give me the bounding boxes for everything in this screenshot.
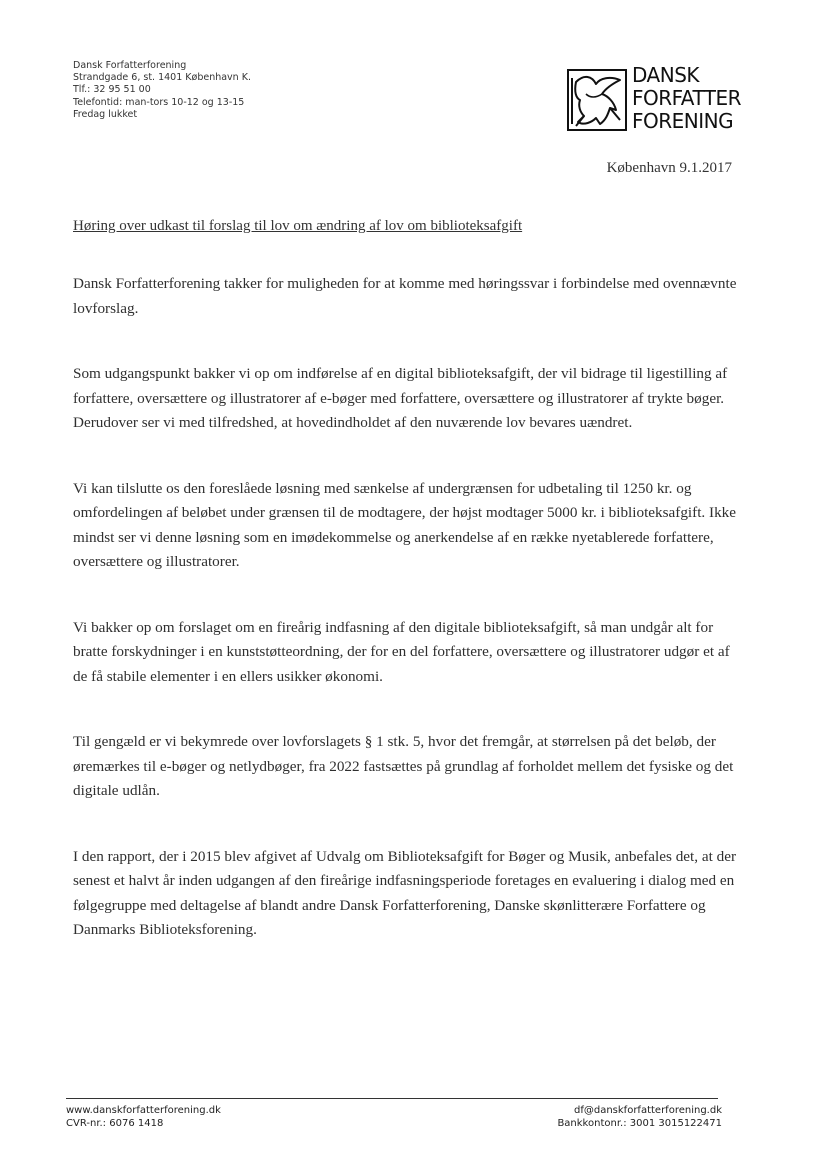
letter-subject: Høring over udkast til forslag til lov om ændring af lov om biblioteksafgift [73, 218, 523, 234]
body-paragraph-5: Til gengæld er vi bekymrede over lovforslagets § 1 stk. 5, hvor det fremgår, at størrelsen på det beløb, der øremærkes til e-bøger og netlydbøger, fra 2022 fastsættes på grundlag af forholdet mellem det fysiske og det digitale udlån. [73, 733, 734, 799]
footer-bank-account: Bankkontonr.: 3001 3015122471 [557, 1118, 722, 1129]
sender-address: Strandgade 6, st. 1401 København K. [73, 72, 251, 84]
footer-divider [66, 1098, 718, 1099]
body-paragraph-2: Som udgangspunkt bakker vi op om indførelse af en digital biblioteksafgift, der vil bidrage til ligestilling af forfattere, oversættere og illustratorer af e-bøger med forfattere, oversættere og illustratorer af trykte bøger. Derudover ser vi med tilfredshed, at hovedindholdet af den nuværende lov bevares uændret. [73, 365, 728, 431]
sender-address-block [73, 60, 251, 121]
body-paragraph-3: Vi kan tilslutte os den foreslåede løsning med sænkelse af undergrænsen for udbetaling til 1250 kr. og omfordelingen af beløbet under grænsen til de modtagere, der højst modtager 5000 kr. i biblioteksafgift. Ikke mindst ser vi denne løsning som en imødekommelse og anerkendelse af en række nyetablerede forfattere, oversættere og illustratorer. [73, 479, 737, 570]
body-paragraph-6: I den rapport, der i 2015 blev afgivet af Udvalg om Biblioteksafgift for Bøger og Musik, anbefales det, at der senest et halvt år inden udgangen af den fireårige indfasningsperiode foretages en evaluering i dialog med en følgegruppe med deltagelse af blandt andre Dansk Forfatterforening, Danske skønlitterære Forfattere og Danmarks Biblioteksforening. [73, 847, 736, 938]
letter-date: København 9.1.2017 [606, 160, 732, 176]
organization-logo [566, 64, 756, 136]
body-paragraph-4: Vi bakker op om forslaget om en fireårig indfasning af den digitale biblioteksafgift, så man undgår alt for bratte forskydninger i en kunststøtteordning, der for en del forfattere, oversættere og illustratorer udgør et af de få stabile elementer i en ellers usikker økonomi. [73, 618, 730, 685]
pegasus-logo-icon [566, 68, 628, 132]
footer-cvr-number: CVR-nr.: 6076 1418 [66, 1118, 164, 1129]
sender-name: Dansk Forfatterforening [73, 60, 187, 71]
footer-website-link[interactable]: www.danskforfatterforening.dk [66, 1105, 221, 1116]
logo-text-line-3: FORENING [632, 109, 734, 133]
logo-text-line-1: DANSK [632, 63, 700, 87]
sender-phone-hours: Telefontid: man-tors 10-12 og 13-15 [73, 96, 245, 108]
footer-right-block [557, 1104, 722, 1130]
sender-friday-note: Fredag lukket [73, 108, 138, 120]
logo-text-line-2: FORFATTER [632, 86, 742, 110]
footer-left-block [66, 1104, 221, 1130]
letter-body [73, 272, 738, 984]
footer-email-link[interactable]: df@danskforfatterforening.dk [574, 1105, 722, 1116]
body-paragraph-1: Dansk Forfatterforening takker for muligheden for at komme med høringssvar i forbindelse med ovennævnte lovforslag. [73, 275, 737, 317]
sender-phone: Tlf.: 32 95 51 00 [73, 84, 151, 96]
logo-wordmark [632, 64, 741, 133]
